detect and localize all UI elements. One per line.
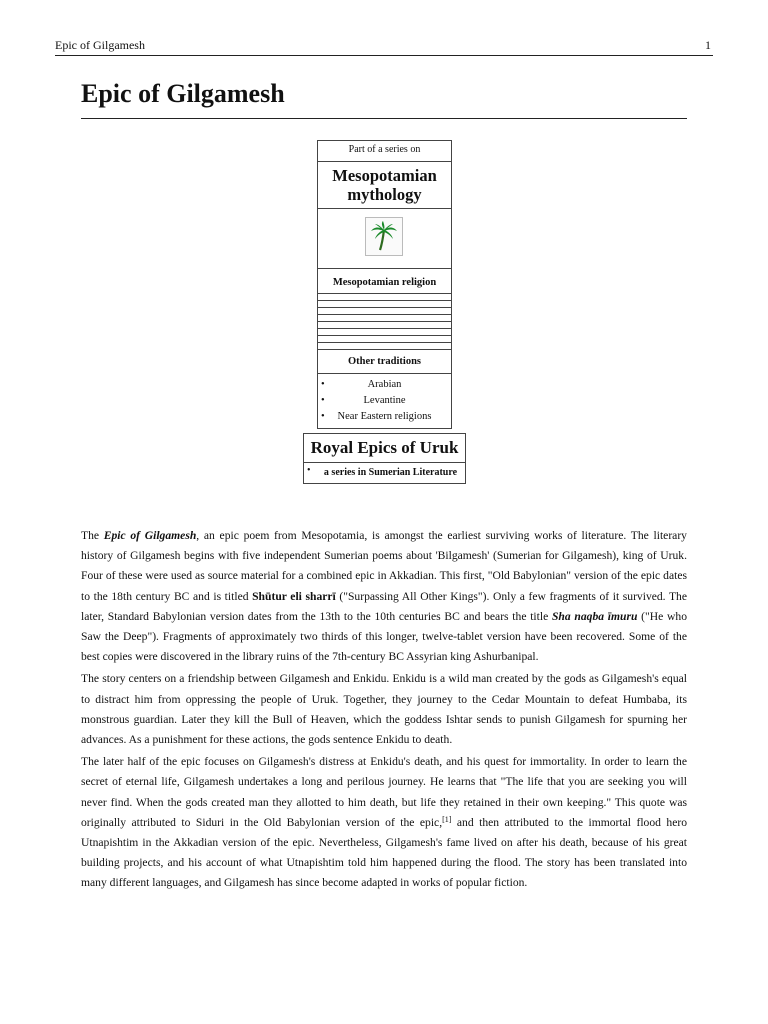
old-babylonian-title: Shūtur eli sharrī [252, 589, 336, 603]
epics-box-item: a series in Sumerian Literature [323, 467, 458, 478]
infobox-series-title: Mesopotamian mythology [318, 161, 451, 208]
page-title: Epic of Gilgamesh [81, 78, 687, 119]
palm-tree-icon [366, 218, 402, 255]
infobox-empty-row [318, 314, 451, 321]
paragraph-later-half [81, 752, 687, 893]
list-item-label: Near Eastern religions [337, 411, 432, 422]
text-run: , an epic poem from Mesopotamia, is amongst the earliest surviving works of literature. The literary history of Gilgamesh begins with five independent Sumerian poems about 'Bilgamesh' (Sumerian for Gilgamesh), king of Uruk. Four of these were used as source material for a combined epic in Akkadian. This first, "Old Babylonian" version of the epic dates to the 18th century BC and is titled [81, 529, 687, 603]
infobox-empty-row [318, 300, 451, 307]
list-item-label: Levantine [363, 395, 406, 406]
mythology-infobox [317, 140, 452, 429]
infobox-empty-row [318, 342, 451, 349]
list-item [304, 462, 465, 483]
bullet: • [321, 411, 325, 422]
infobox-image [318, 208, 451, 268]
text-run: ("Surpassing All Other Kings"). Only a few fragments of it survived. The later, Standard Babylonian version dates from the 13th to the 10th centuries BC and bears the title [81, 589, 687, 623]
list-item [318, 393, 451, 409]
list-item [318, 409, 451, 425]
text-run: The [81, 529, 104, 542]
infobox-other-list [318, 373, 451, 428]
infobox-empty-row [318, 321, 451, 328]
paragraph-story: The story centers on a friendship between Gilgamesh and Enkidu. Enkidu is a wild man created by the gods as Gilgamesh's equal to distract him from oppressing the people of Uruk. Together, they journey to the Cedar Mountain to defeat Humbaba, its monstrous guardian. Later they kill the Bull of Heaven, which the goddess Ishtar sends to punish Gilgamesh for spurning her advances. As a punishment for these actions, the gods sentence Enkidu to death. [81, 672, 687, 747]
paragraph-intro [81, 526, 687, 667]
infobox-empty-row [318, 328, 451, 335]
text-run: and then attributed to the immortal flood hero Utnapishtim in the Akkadian version of the epic. Nevertheless, Gilgamesh's fame lived on after his death, because of his great building projects, and his account of what Utnapishtim told him happened during the flood. The story has been translated into many different languages, and Gilgamesh has since become adapted in works of popular fiction. [81, 815, 687, 890]
bullet: • [321, 379, 325, 390]
running-header-title: Epic of Gilgamesh [55, 38, 145, 52]
infobox-empty-row [318, 307, 451, 314]
infobox-series-label: Part of a series on [348, 144, 421, 155]
epics-box-title: Royal Epics of Uruk [310, 438, 459, 457]
running-header [55, 38, 713, 56]
epic-title-emphasis: Epic of Gilgamesh [103, 529, 197, 542]
infobox-section-other: Other traditions [318, 349, 451, 373]
royal-epics-box [303, 433, 466, 484]
article-body [81, 526, 687, 896]
infobox-section-religion: Mesopotamian religion [318, 268, 451, 293]
text-run: ("He who Saw the Deep"). Fragments of approximately two thirds of this longer, twelve-tablet version have been recovered. Some of the best copies were discovered in the library ruins of the 7th-century BC Assyrian king Ashurbanipal. [81, 609, 687, 664]
bullet: • [321, 395, 325, 406]
standard-babylonian-title: Sha naqba īmuru [551, 609, 638, 623]
bullet: • [307, 465, 311, 476]
infobox-empty-row [318, 335, 451, 342]
citation-ref: [1] [442, 814, 452, 824]
page-number: 1 [705, 38, 711, 52]
infobox-image-frame [365, 217, 403, 256]
infobox-empty-row [318, 293, 451, 300]
list-item-label: Arabian [367, 379, 402, 390]
list-item [318, 377, 451, 393]
text-run: The later half of the epic focuses on Gilgamesh's distress at Enkidu's death, and his quest for immortality. In order to learn the secret of eternal life, Gilgamesh undertakes a long and perilous journey. He learns that "The life that you are seeking you will never find. When the gods created man they allotted to him death, but life they retained in their own keeping." This quote was originally attributed to Siduri in the Old Babylonian version of the epic, [81, 755, 687, 829]
